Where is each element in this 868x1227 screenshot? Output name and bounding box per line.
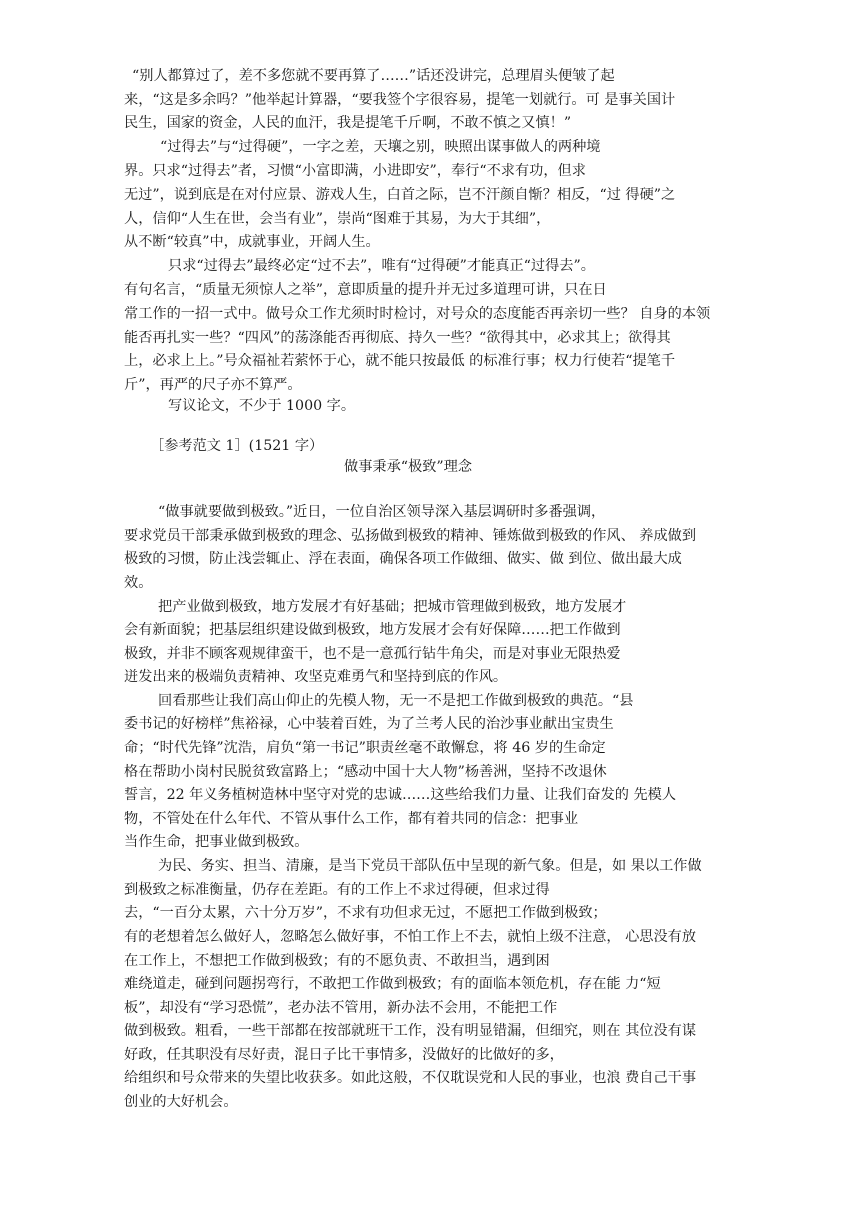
text-line: 有句名言，“质量无须惊人之举”，意即质量的提升并无过多道理可讲，只在日 bbox=[124, 282, 607, 298]
text-line: 创业的大好机会。 bbox=[124, 1094, 238, 1110]
text-line: 难绕道走，碰到问题拐弯行，不敢把工作做到极致；有的面临本领危机，存在能 力“短 bbox=[124, 976, 661, 992]
text-line: 要求党员干部秉承做到极致的理念、弘扬做到极致的精神、锤炼做到极致的作风、 养成做到 bbox=[124, 528, 697, 544]
text-line: 誓言，22 年义务植树造林中坚守对党的忠诚……这些给我们力量、让我们奋发的 先模人 bbox=[124, 787, 677, 803]
text-line: “过得去”与“过得硬”，一字之差，天壤之别，映照出谋事做人的两种境 bbox=[160, 139, 601, 155]
text-line: 为民、务实、担当、清廉，是当下党员干部队伍中呈现的新气象。但是，如 果以工作做 bbox=[158, 858, 702, 874]
text-line: 上，必求上上。”号众福祉若萦怀于心，就不能只按最低 的标准行事；权力行使若“提笔千 bbox=[124, 353, 676, 369]
text-line: 斤”，再严的尺子亦不算严。 bbox=[124, 377, 302, 393]
text-line: “别人都算过了，差不多您就不要再算了……”话还没讲完，总理眉头便皱了起 bbox=[132, 68, 615, 84]
text-line: 有的老想着怎么做好人，忽略怎么做好事，不怕工作上不去，就怕上级不注意， 心思没有放 bbox=[124, 929, 697, 945]
text-line: 到极致之标准衡量，仍存在差距。有的工作上不求过得硬，但求过得 bbox=[124, 882, 550, 898]
essay-title: 做事秉承“极致”理念 bbox=[344, 459, 473, 475]
text-line: 人，信仰“人生在世，会当有业”，崇尚“图难于其易，为大于其细”， bbox=[124, 211, 551, 227]
text-line: 能否再扎实一些？“四风”的荡涤能否再彻底、持久一些？“欲得其中，必求其上；欲得其 bbox=[124, 330, 671, 346]
text-line: 民生，国家的资金，人民的血汗，我是提笔千斤啊，不敢不慎之又慎！” bbox=[124, 115, 572, 131]
reference-heading: ［参考范文 1］(1521 字） bbox=[150, 438, 324, 454]
text-line: 极致，并非不顾客观规律蛮干，也不是一意孤行钻牛角尖，而是对事业无限热爱 bbox=[124, 646, 621, 662]
text-line: 从不断“较真”中，成就事业，开阔人生。 bbox=[124, 234, 380, 250]
text-line: 在工作上，不想把工作做到极致；有的不愿负责、不敢担当，遇到困 bbox=[124, 953, 550, 969]
text-line: 无过”，说到底是在对付应景、游戏人生，白首之际，岂不汗颜自惭？相反，“过 得硬”之 bbox=[124, 187, 676, 203]
text-line: 好政，任其职没有尽好责，混日子比干事情多，没做好的比做好的多， bbox=[124, 1047, 564, 1063]
text-line: 给组织和号众带来的失望比收获多。如此这般，不仅耽误党和人民的事业，也浪 费自己干事 bbox=[124, 1070, 697, 1086]
text-line: 极致的习惯，防止浅尝辄止、浮在表面，确保各项工作做细、做实、做 到位、做出最大成 bbox=[124, 551, 682, 567]
text-line: 只求“过得去”最终必定“过不去”，唯有“过得硬”才能真正“过得去”。 bbox=[168, 258, 595, 274]
text-line: 把产业做到极致，地方发展才有好基础；把城市管理做到极致，地方发展才 bbox=[158, 599, 627, 615]
text-line: 命；“时代先锋”沈浩，肩负“第一书记”职责丝毫不敢懈怠，将 46 岁的生命定 bbox=[124, 740, 606, 756]
text-line: 物，不管处在什么年代、不管从事什么工作，都有着共同的信念：把事业 bbox=[124, 811, 579, 827]
text-line: 委书记的好榜样”焦裕禄，心中装着百姓，为了兰考人民的治沙事业献出宝贵生 bbox=[124, 716, 614, 732]
text-line: 回看那些让我们高山仰止的先模人物，无一不是把工作做到极致的典范。“县 bbox=[158, 693, 634, 709]
text-line: “做事就要做到极致。”近日，一位自治区领导深入基层调研时多番强调， bbox=[158, 504, 606, 520]
text-line: 去，“一百分太累，六十分万岁”，不求有功但求无过，不愿把工作做到极致； bbox=[124, 905, 607, 921]
text-line: 会有新面貌；把基层组织建设做到极致，地方发展才会有好保障……把工作做到 bbox=[124, 622, 621, 638]
text-line: 来，“这是多余吗？”他举起计算器，“要我签个字很容易，提笔一划就行。可 是事关国计 bbox=[124, 92, 676, 108]
text-line: 迸发出来的极端负责精神、攻坚克难勇气和坚持到底的作风。 bbox=[124, 669, 508, 685]
text-line: 板”，却没有“学习恐慌”，老办法不管用，新办法不会用，不能把工作 bbox=[124, 1000, 558, 1016]
text-line: 界。只求“过得去”者，习惯“小富即满，小进即安”，奉行“不求有功，但求 bbox=[124, 163, 586, 179]
text-line: 当作生命，把事业做到极致。 bbox=[124, 834, 309, 850]
text-line: 效。 bbox=[124, 575, 153, 591]
assignment-instruction: 写议论文，不少于 1000 字。 bbox=[168, 398, 356, 414]
text-line: 常工作的一招一式中。做号众工作尤须时时检讨，对号众的态度能否再亲切一些？ 自身的本领 bbox=[124, 306, 711, 322]
text-line: 做到极致。粗看，一些干部都在按部就班干工作，没有明显错漏，但细究，则在 其位没有谋 bbox=[124, 1023, 697, 1039]
text-line: 格在帮助小岗村民脱贫致富路上；“感动中国十大人物”杨善洲，坚持不改退休 bbox=[124, 764, 607, 780]
